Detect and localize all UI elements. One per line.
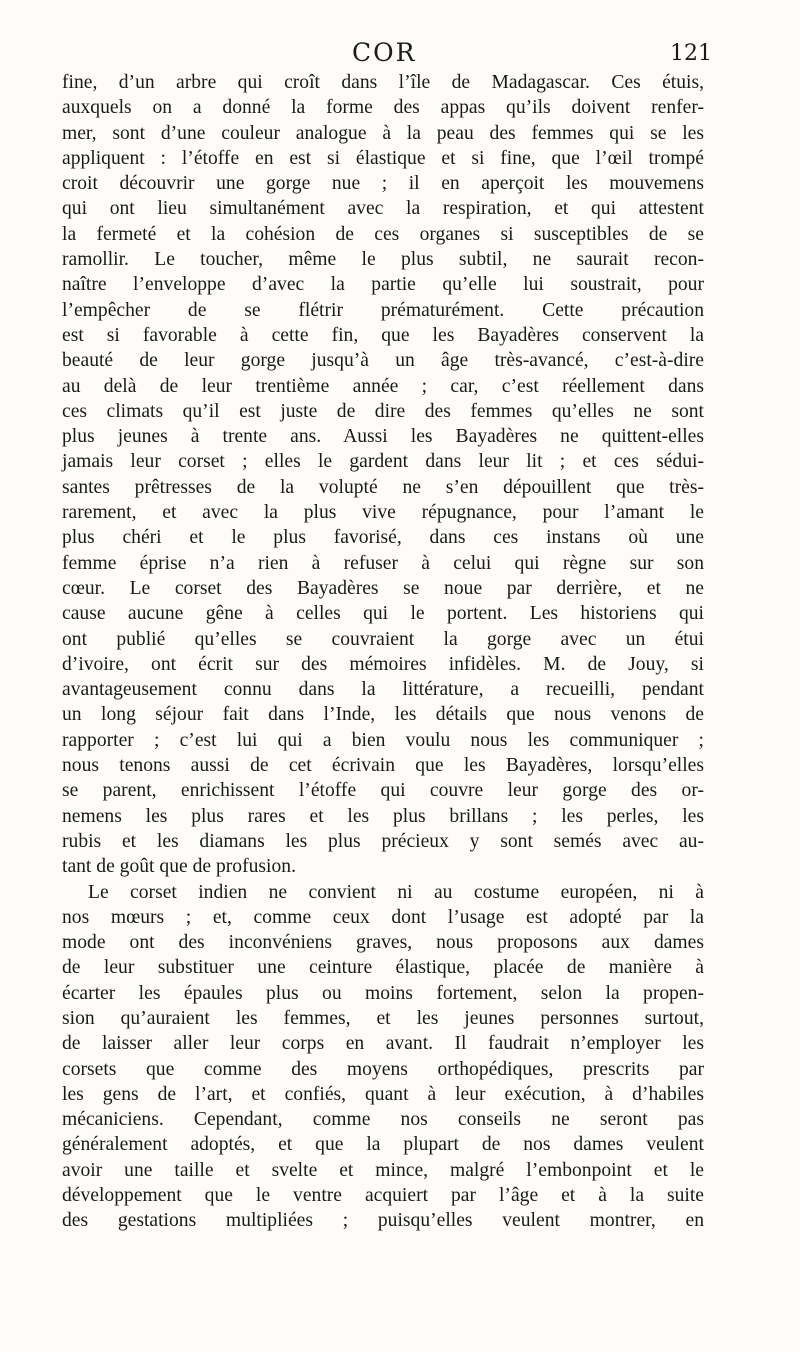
text-line: femme éprise n’a rien à refuser à celui qui règne sur son (62, 552, 704, 574)
text-line: ont publié qu’elles se couvraient la gorge avec un étui (62, 628, 704, 650)
text-line: Le corset indien ne convient ni au costume européen, ni à (88, 881, 704, 903)
text-line: cœur. Le corset des Bayadères se noue par derrière, et ne (62, 577, 704, 599)
text-line: naître l’enveloppe d’avec la partie qu’elle lui soustrait, pour (62, 274, 704, 296)
running-head (0, 38, 800, 68)
text-line: mer, sont d’une couleur analogue à la peau des femmes qui se les (62, 122, 704, 144)
text-line: de laisser aller leur corps en avant. Il faudrait n’employer les (62, 1033, 704, 1055)
text-line: santes prêtresses de la volupté ne s’en dépouillent que très- (62, 476, 704, 498)
text-line: des gestations multipliées ; puisqu’elles veulent montrer, en (62, 1210, 704, 1232)
running-head-title: COR (352, 38, 417, 67)
text-line: généralement adoptés, et que la plupart de nos dames veulent (62, 1134, 704, 1156)
text-line: un long séjour fait dans l’Inde, les détails que nous venons de (62, 704, 704, 726)
text-line: nemens les plus rares et les plus brillans ; les perles, les (62, 805, 704, 827)
text-line: beauté de leur gorge jusqu’à un âge très-avancé, c’est-à-dire (62, 350, 704, 372)
text-line: l’empêcher de se flétrir prématurément. Cette précaution (62, 299, 704, 321)
page-number: 121 (670, 41, 712, 66)
text-line: qui ont lieu simultanément avec la respiration, et qui attestent (62, 198, 704, 220)
text-line: nous tenons aussi de cet écrivain que les Bayadères, lorsqu’elles (62, 755, 704, 777)
text-line: rubis et les diamans les plus précieux y sont semés avec au- (62, 830, 704, 852)
text-line: développement que le ventre acquiert par l’âge et à la suite (62, 1185, 704, 1207)
body-text (62, 70, 704, 1234)
text-line: ces climats qu’il est juste de dire des femmes qu’elles ne sont (62, 400, 704, 422)
text-line: la fermeté et la cohésion de ces organes si susceptibles de se (62, 223, 704, 245)
text-line: mécaniciens. Cependant, comme nos conseils ne seront pas (62, 1109, 704, 1131)
text-line: de leur substituer une ceinture élastique, placée de manière à (62, 957, 704, 979)
text-line: d’ivoire, ont écrit sur des mémoires infidèles. M. de Jouy, si (62, 653, 704, 675)
text-line: auxquels on a donné la forme des appas qu’ils doivent renfer- (62, 97, 704, 119)
text-line: rapporter ; c’est lui qui a bien voulu nous les communiquer ; (62, 729, 704, 751)
text-line: avoir une taille et svelte et mince, malgré l’embonpoint et le (62, 1159, 704, 1181)
text-line: ramollir. Le toucher, même le plus subtil, ne saurait recon- (62, 249, 704, 271)
text-line: plus chéri et le plus favorisé, dans ces instans où une (62, 527, 704, 549)
text-line: est si favorable à cette fin, que les Bayadères conservent la (62, 324, 704, 346)
text-line: rarement, et avec la plus vive répugnance, pour l’amant le (62, 502, 704, 524)
text-line: sion qu’auraient les femmes, et les jeunes personnes surtout, (62, 1007, 704, 1029)
text-line: plus jeunes à trente ans. Aussi les Bayadères ne quittent-elles (62, 426, 704, 448)
text-line: cause aucune gêne à celles qui le portent. Les historiens qui (62, 603, 704, 625)
text-line: appliquent : l’étoffe en est si élastique et si fine, que l’œil trompé (62, 147, 704, 169)
text-line: les gens de l’art, et confiés, quant à leur exécution, à d’habiles (62, 1083, 704, 1105)
text-line: au delà de leur trentième année ; car, c’est réellement dans (62, 375, 704, 397)
text-line: se parent, enrichissent l’étoffe qui couvre leur gorge des or- (62, 780, 704, 802)
text-line: tant de goût que de profusion. (62, 856, 296, 878)
text-line: croit découvrir une gorge nue ; il en aperçoit les mouvemens (62, 173, 704, 195)
text-line: jamais leur corset ; elles le gardent dans leur lit ; et ces sédui- (62, 451, 704, 473)
text-line: écarter les épaules plus ou moins fortement, selon la propen- (62, 982, 704, 1004)
text-line: nos mœurs ; et, comme ceux dont l’usage est adopté par la (62, 906, 704, 928)
text-line: fine, d’un arbre qui croît dans l’île de Madagascar. Ces étuis, (62, 72, 704, 93)
text-line: corsets que comme des moyens orthopédiques, prescrits par (62, 1058, 704, 1080)
text-line: mode ont des inconvéniens graves, nous proposons aux dames (62, 932, 704, 954)
text-line: avantageusement connu dans la littérature, a recueilli, pendant (62, 679, 704, 701)
